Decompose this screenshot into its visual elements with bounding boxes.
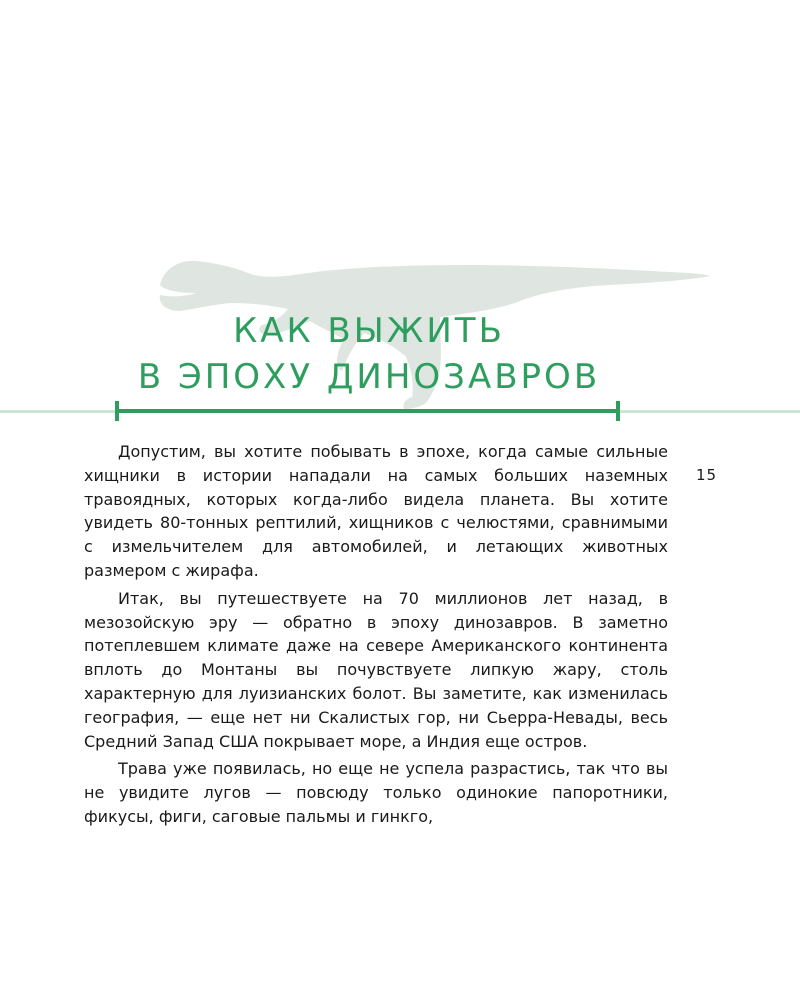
paragraph: Трава уже появилась, но еще не успела разрастись, так что вы не увидите лугов — повсюду только одинокие папоротники, фикусы, фиги, саговые пальмы и гинкго, [84, 759, 668, 826]
paragraph: Допустим, вы хотите побывать в эпохе, когда самые сильные хищники в истории нападали на самых больших наземных травоядных, которых когда-либо видела планета. Вы хотите увидеть 80-тонных рептилий, хищников с челюстями, сравнимыми с измельчителем для автомобилей, и летающих животных размером с жирафа. [84, 442, 668, 580]
body-text [84, 440, 668, 833]
chapter-title-line2: В ЭПОХУ ДИНОЗАВРОВ [137, 357, 601, 397]
page-number: 15 [696, 466, 718, 484]
underline-right-tick [616, 401, 620, 421]
title-underline [117, 409, 620, 413]
paragraph: Итак, вы путешествуете на 70 миллионов лет назад, в мезозойскую эру — обратно в эпоху динозавров. В заметно потеплевшем климате даже на севере Американского континента вплоть до Монтаны вы почувствуете липкую жару, столь характерную для луизианских болот. Вы заметите, как изменилась география, — еще нет ни Скалистых гор, ни Сьерра-Невады, весь Средний Запад США покрывает море, а Индия еще остров. [84, 588, 668, 751]
underline-left-tick [115, 401, 119, 421]
chapter-title-line1: КАК ВЫЖИТЬ [233, 311, 505, 351]
